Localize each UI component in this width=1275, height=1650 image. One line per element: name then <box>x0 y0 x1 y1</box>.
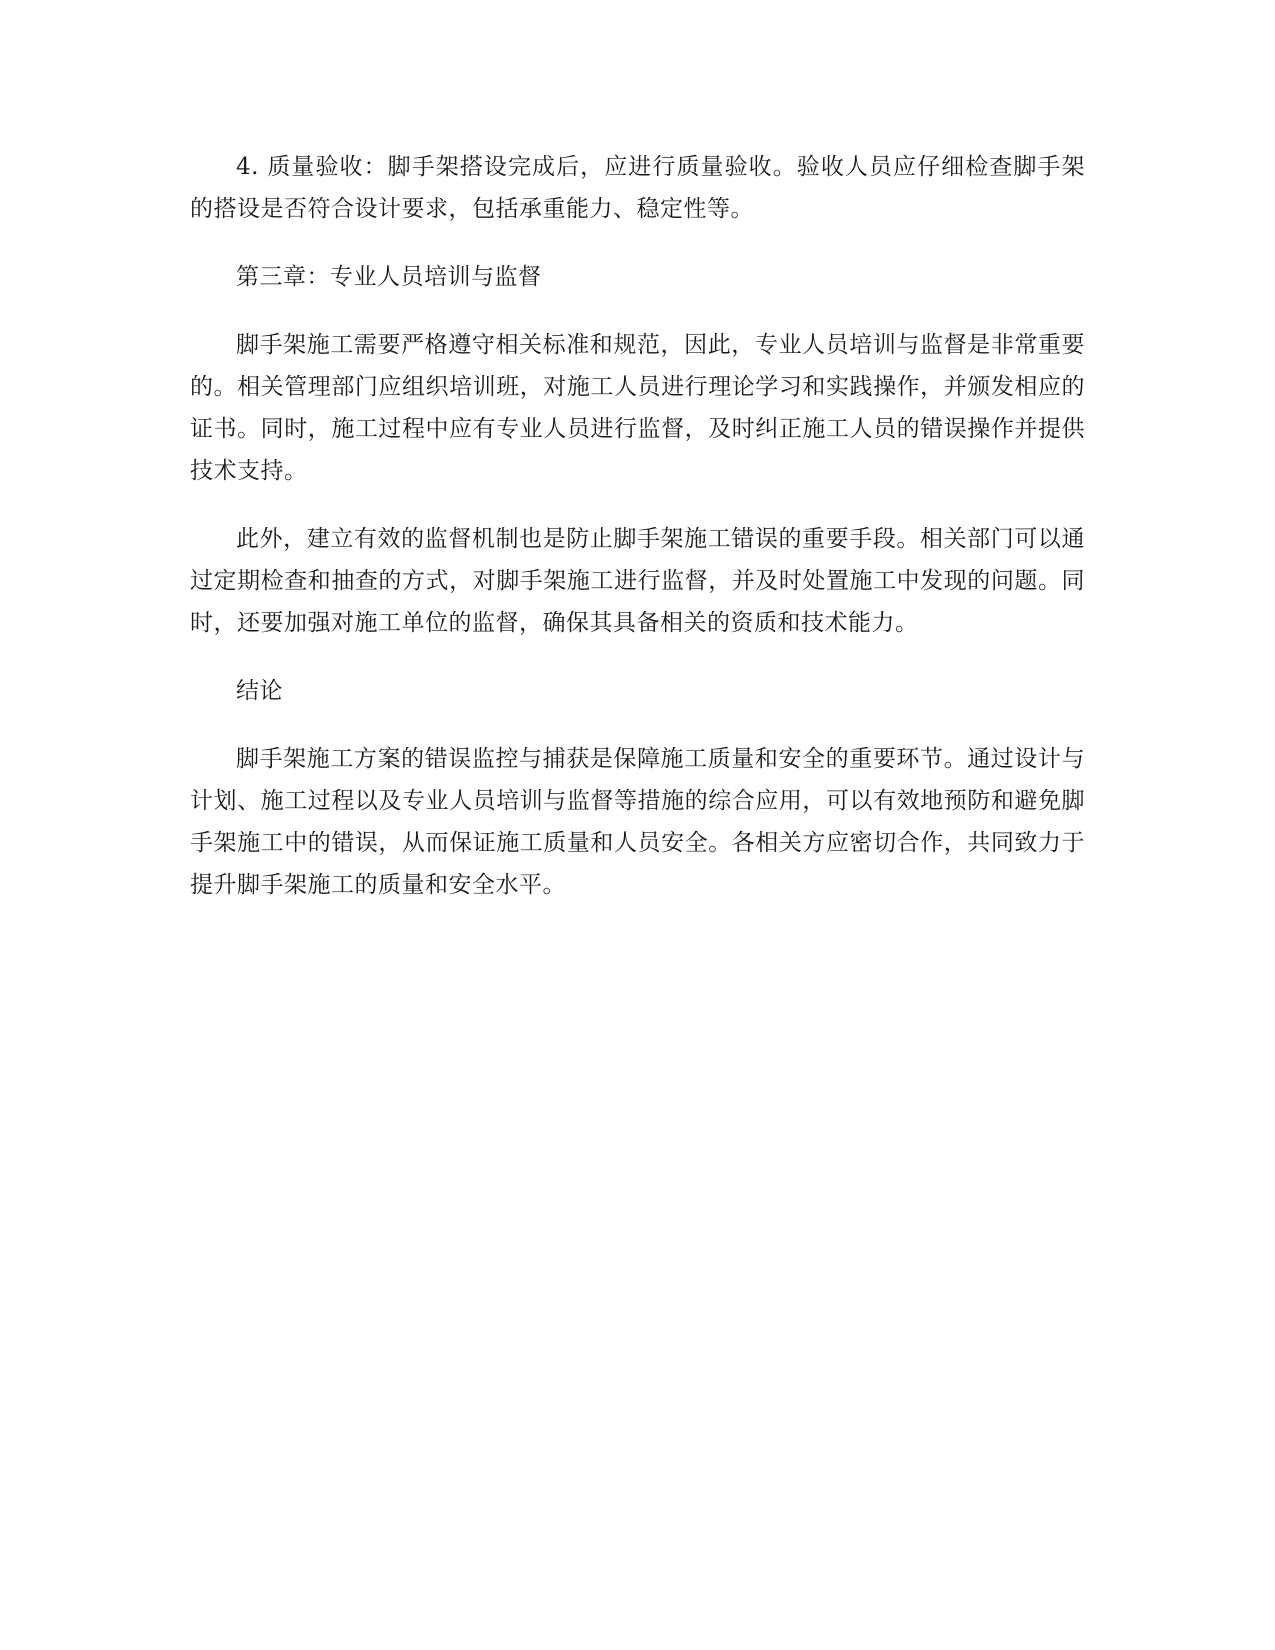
paragraph-supervision-mechanism: 此外，建立有效的监督机制也是防止脚手架施工错误的重要手段。相关部门可以通过定期检查和抽查的方式，对脚手架施工进行监督，并及时处置施工中发现的问题。同时，还要加强对施工单位的监督，确保其具备相关的资质和技术能力。 <box>190 526 1085 636</box>
conclusion-heading: 结论 <box>236 678 283 704</box>
paragraph-quality-acceptance: 4. 质量验收：脚手架搭设完成后，应进行质量验收。验收人员应仔细检查脚手架的搭设是否符合设计要求，包括承重能力、稳定性等。 <box>190 154 1085 222</box>
chapter-three-heading: 第三章：专业人员培训与监督 <box>236 264 542 290</box>
paragraph-training-supervision: 脚手架施工需要严格遵守相关标准和规范，因此，专业人员培训与监督是非常重要的。相关管理部门应组织培训班，对施工人员进行理论学习和实践操作，并颁发相应的证书。同时，施工过程中应有专业人员进行监督，及时纠正施工人员的错误操作并提供技术支持。 <box>190 332 1085 484</box>
paragraph-conclusion: 脚手架施工方案的错误监控与捕获是保障施工质量和安全的重要环节。通过设计与计划、施工过程以及专业人员培训与监督等措施的综合应用，可以有效地预防和避免脚手架施工中的错误，从而保证施工质量和人员安全。各相关方应密切合作，共同致力于提升脚手架施工的质量和安全水平。 <box>190 746 1085 898</box>
document-body <box>190 146 1085 932</box>
